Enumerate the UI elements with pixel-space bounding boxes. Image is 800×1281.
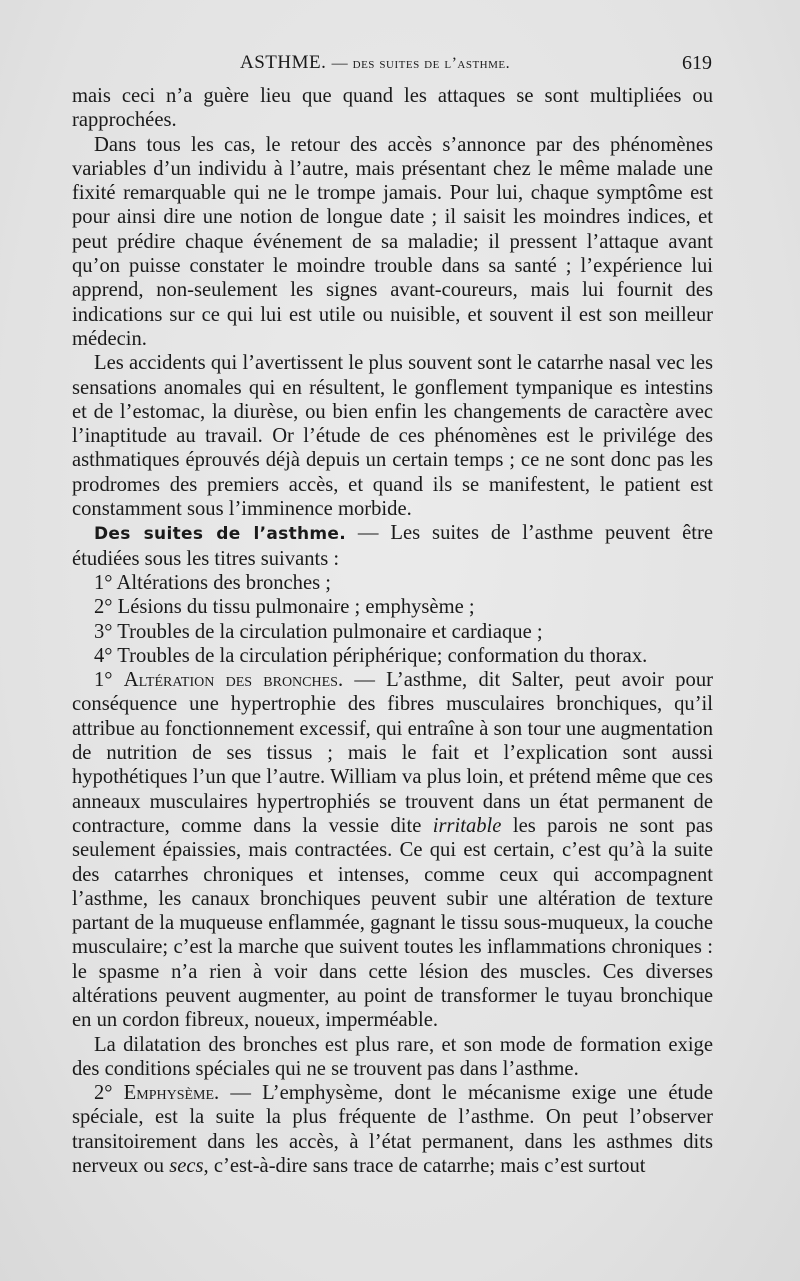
- paragraph-5: [72, 668, 713, 1032]
- italic-irritable: irritable: [432, 814, 502, 837]
- paragraph-2: Dans tous les cas, le retour des accès s’annonce par des phénomènes variables d’un individu à l’autre, mais présentant chez le même malade une fixité remarquable qui ne le trompe jamais. Pour lui, chaque symptôme est pour ainsi dire une notion de longue date ; il saisit les moindres indices, et peut prédire chaque événement de sa maladie; il pressent l’attaque avant qu’on puisse constater le moindre trouble dans sa santé ; l’expérience lui apprend, non-seulement les signes avant-coureurs, mais lui fournit des indications sur ce qui lui est utile ou nuisible, et souvent il est son meilleur médecin.: [72, 133, 713, 350]
- paragraph-1: mais ceci n’a guère lieu que quand les attaques se sont multipliées ou rapprochées.: [72, 85, 713, 132]
- italic-secs: secs: [169, 1155, 204, 1178]
- paragraph-7-text-a: — L’emphysème, dont le mécanisme exige une étude spéciale, est la suite la plus fréquente de l’asthme. On peut l’observer transitoirement dans les accès, à l’état permanent, dans les asthmes dits nerveux ou: [72, 1082, 713, 1178]
- page-number: 619: [682, 52, 712, 74]
- running-title: [240, 52, 510, 74]
- paragraph-5-text-a: — L’asthme, dit Salter, peut avoir pour conséquence une hypertrophie des fibres musculaires bronchiques, qu’il attribue au fonctionnement excessif, qui entraîne à son tour une augmentation de nutrition de ses tissus ; mais le fait et l’explication sont aussi hypothétiques l’un que l’autre. William va plus loin, et prétend même que ces anneaux musculaires hypertrophiés se trouvent dans un état permanent de contracture, comme dans la vessie dite: [72, 669, 713, 837]
- section-heading: Des suites de l’asthme.: [94, 524, 347, 545]
- paragraph-3: Les accidents qui l’avertissent le plus souvent sont le catarrhe nasal vec les sensations anomales qui en résultent, le gonflement tympanique es intestins et de l’estomac, la diurèse, ou bien enfin les changements de caractère avec l’inaptitude au travail. Or l’étude de ces phénomènes est le privilége des asthmatiques éprouvés déjà depuis un certain temps ; ce ne sont donc pas les prodromes des premiers accès, et quand ils se manifestent, le patient est constamment sous l’imminence morbide.: [72, 352, 713, 521]
- paragraph-7-text-b: , c’est-à-dire sans trace de catarrhe; mais c’est surtout: [203, 1155, 646, 1178]
- subsection-number-2: 2°: [94, 1082, 124, 1105]
- running-title-main: ASTHME.: [240, 52, 327, 73]
- list-item-3: 3° Troubles de la circulation pulmonaire et cardiaque ;: [94, 620, 543, 643]
- paragraph-7: [72, 1081, 713, 1178]
- subsection-number-1: 1°: [94, 669, 124, 692]
- paragraph-4-text: — Les suites de l’asthme peuvent être étudiées sous les titres suivants :: [72, 522, 713, 570]
- list-item-2: 2° Lésions du tissu pulmonaire ; emphysème ;: [94, 596, 475, 619]
- subsection-heading-bronches: Altération des bronches.: [123, 669, 344, 692]
- paragraph-5-text-b: les parois ne sont pas seulement épaissies, mais contractées. Ce qui est certain, c’est qu’à la suite des catarrhes chroniques et intenses, comme ceux qui accompagnent l’asthme, les canaux bronchiques peuvent subir une altération de texture partant de la muqueuse enflammée, gagnant le tissu sous-muqueux, la couche musculaire; c’est la marche que suivent toutes les inflammations chroniques : le spasme n’a rien à voir dans cette lésion des muscles. Ces diverses altérations peuvent augmenter, au point de transformer le tuyau bronchique en un cordon fibreux, noueux, imperméable.: [72, 814, 713, 1032]
- paragraph-6: La dilatation des bronches est plus rare, et son mode de formation exige des conditions spéciales qui ne se trouvent pas dans l’asthme.: [72, 1033, 713, 1080]
- page-header: [72, 50, 712, 78]
- list-item-1: 1° Altérations des bronches ;: [94, 571, 332, 594]
- body-text: [72, 84, 713, 1178]
- list-item-4: 4° Troubles de la circulation périphérique; conformation du thorax.: [94, 644, 648, 667]
- paragraph-4: [72, 521, 713, 571]
- subsection-heading-emphyseme: Emphysème.: [123, 1082, 220, 1105]
- running-title-section: — des suites de l’asthme.: [331, 55, 511, 72]
